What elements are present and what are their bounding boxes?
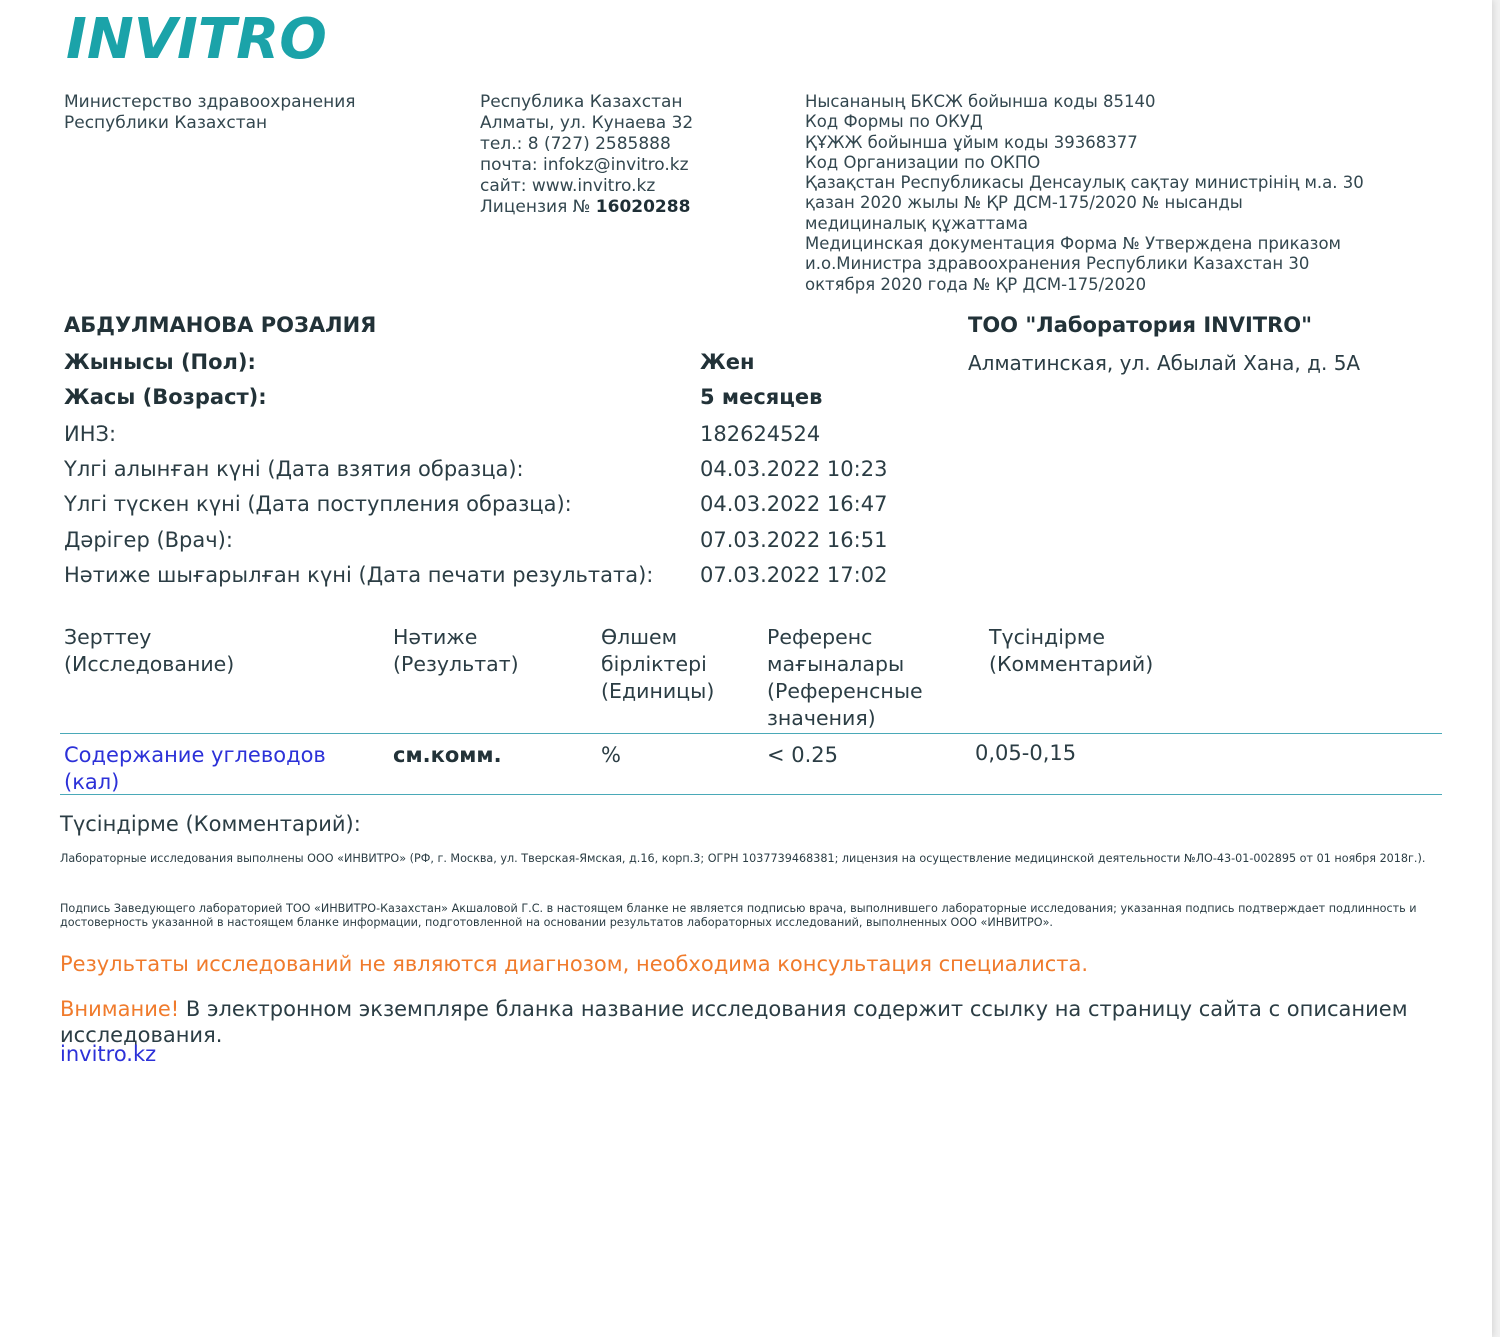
info-value: 182624524 [700, 422, 821, 446]
header-line: бірліктері [601, 652, 707, 676]
code-line: Қазақстан Республикасы Денсаулық сақтау министрінің м.а. 30 [805, 173, 1364, 193]
header-line: (Комментарий) [989, 652, 1154, 676]
col-header-test [64, 624, 234, 678]
ministry-header [64, 92, 356, 134]
site-link[interactable]: invitro.kz [60, 1042, 157, 1066]
test-name-link[interactable] [64, 742, 326, 796]
info-value: 04.03.2022 10:23 [700, 457, 888, 481]
patient-name: АБДУЛМАНОВА РОЗАЛИЯ [64, 313, 377, 337]
test-name-line: (кал) [64, 770, 120, 794]
invitro-logo: INVITRO [66, 7, 327, 72]
code-line: ҚҰЖЖ бойынша ұйым коды 39368377 [805, 132, 1138, 152]
ministry-line: Министерство здравоохранения [64, 92, 356, 112]
table-divider [60, 733, 1442, 734]
info-row-sex [64, 350, 964, 385]
license-number: 16020288 [595, 197, 691, 217]
units-value: % [601, 743, 621, 767]
info-value: 5 месяцев [700, 385, 823, 409]
reference-value: < 0.25 [767, 743, 839, 767]
comments-title: Түсіндірме (Комментарий): [60, 812, 361, 836]
website-line: сайт: www.invitro.kz [480, 176, 656, 196]
header-line: Зерттеу [64, 625, 152, 649]
info-row-id [64, 422, 964, 457]
table-bottom-border [60, 794, 1442, 795]
attention-note [60, 996, 1450, 1048]
code-line: Нысананың БКСЖ бойынша коды 85140 [805, 92, 1156, 111]
email-line: почта: infokz@invitro.kz [480, 155, 689, 175]
code-line: и.о.Министра здравоохранения Республики Казахстан 30 [805, 254, 1310, 274]
address-line: Алматы, ул. Кунаева 32 [480, 113, 694, 133]
license-label: Лицензия № [480, 197, 596, 217]
col-header-comment [989, 624, 1153, 678]
signature-note: Подпись Заведующего лабораторией ТОО «ИНВИТРО-Казахстан» Акшаловой Г.С. в настоящем бланке не является подписью врача, выполнившего лабораторные исследования; указанная подпись подтверждает подлинность и достоверность указанной в настоящем бланке информации, подготовленной на основании результатов лабораторных исследований, выполненных ООО «ИНВИТРО». [60, 902, 1417, 929]
header-line: (Исследование) [64, 652, 235, 676]
header-line: Өлшем [601, 625, 678, 649]
info-label: Жасы (Возраст): [64, 385, 267, 409]
info-value: 07.03.2022 17:02 [700, 563, 888, 587]
attention-text: В электронном экземпляре бланка название исследования содержит ссылку на страницу сайта с описанием исследования. [60, 997, 1408, 1047]
info-label: Дәрігер (Врач): [64, 528, 233, 552]
info-label: Нәтиже шығарылған күні (Дата печати результата): [64, 563, 654, 587]
info-label: Жынысы (Пол): [64, 350, 256, 374]
info-row-age [64, 385, 964, 420]
info-value: Жен [700, 350, 755, 374]
form-codes-block [805, 92, 1364, 295]
code-line: октября 2020 года № ҚР ДСМ-175/2020 [805, 274, 1147, 294]
code-line: Код Организации по ОКПО [805, 152, 1041, 172]
code-line: Код Формы по ОКУД [805, 112, 983, 132]
result-value: см.комм. [393, 743, 502, 767]
col-header-units [601, 624, 714, 705]
lab-note: Лабораторные исследования выполнены ООО «ИНВИТРО» (РФ, г. Москва, ул. Тверская-Ямская, д.16, корп.3; ОГРН 1037739468381; лицензия на осуществление медицинской деятельности №ЛО-43-01-002895 от 01 ноября 2018г.). [60, 852, 1426, 865]
code-line: қазан 2020 жылы № ҚР ДСМ-175/2020 № нысанды [805, 193, 1243, 213]
diagnosis-warning: Результаты исследований не являются диагнозом, необходима консультация специалиста. [60, 952, 1089, 976]
license-line [480, 197, 693, 218]
info-label: ИНЗ: [64, 422, 117, 446]
header-line: Референс [767, 625, 873, 649]
info-value: 07.03.2022 16:51 [700, 528, 888, 552]
clinic-address-block [480, 92, 693, 218]
info-row-sample-received [64, 492, 964, 527]
info-row-sample-taken [64, 457, 964, 492]
info-row-doctor [64, 528, 964, 563]
ministry-line: Республики Казахстан [64, 113, 268, 133]
code-line: Медицинская документация Форма № Утверждена приказом [805, 234, 1341, 254]
header-line: (Единицы) [601, 679, 715, 703]
comment-value: 0,05-0,15 [975, 741, 1077, 765]
code-line: медициналық құжаттама [805, 213, 1028, 233]
header-line: мағыналары [767, 652, 905, 676]
lab-address: Алматинская, ул. Абылай Хана, д. 5А [968, 351, 1361, 375]
header-line: Нәтиже [393, 625, 478, 649]
test-name-line: Содержание углеводов [64, 743, 326, 767]
header-line: (Результат) [393, 652, 519, 676]
lab-name: ТОО "Лаборатория INVITRO" [968, 313, 1313, 337]
info-label: Үлгі алынған күні (Дата взятия образца): [64, 457, 524, 481]
header-line: значения) [767, 706, 876, 730]
address-line: Республика Казахстан [480, 92, 683, 112]
attention-label: Внимание! [60, 997, 180, 1021]
header-line: Түсіндірме [989, 625, 1105, 649]
info-value: 04.03.2022 16:47 [700, 492, 888, 516]
phone-line: тел.: 8 (727) 2585888 [480, 134, 671, 154]
col-header-result [393, 624, 519, 678]
info-row-print-date [64, 563, 964, 598]
col-header-reference [767, 624, 923, 732]
info-label: Үлгі түскен күні (Дата поступления образца): [64, 492, 572, 516]
header-line: (Референсные [767, 679, 923, 703]
